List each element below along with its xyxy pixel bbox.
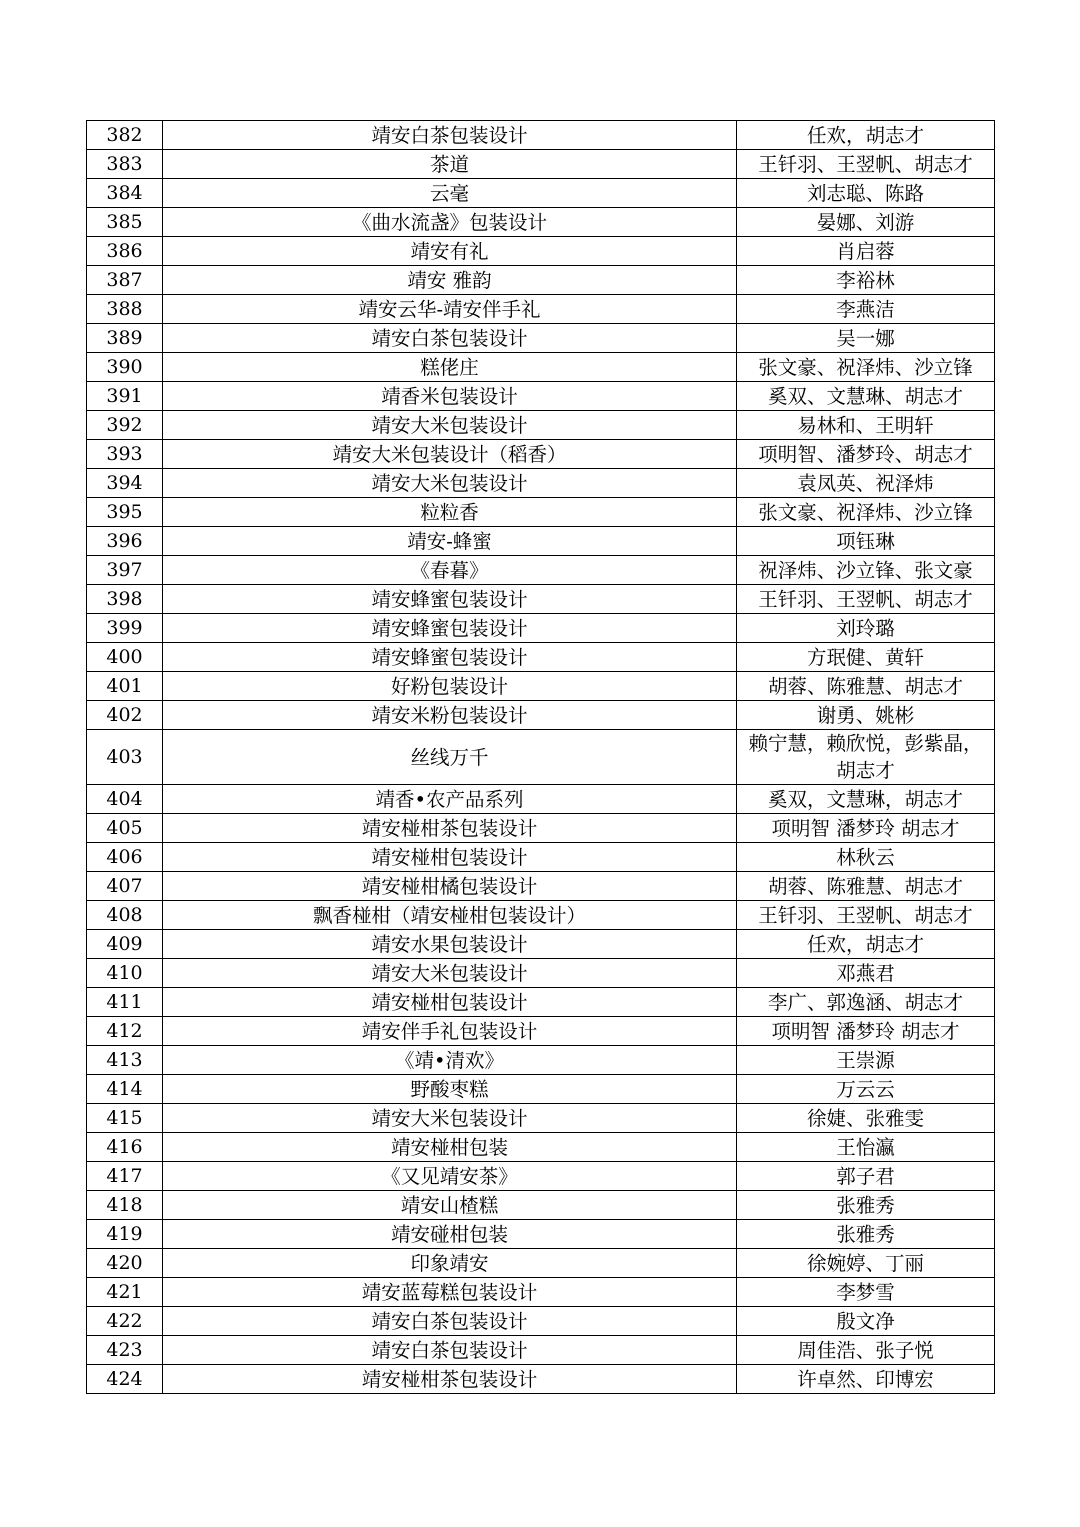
work-title-cell: 茶道	[163, 150, 737, 179]
authors-cell: 项明智 潘梦玲 胡志才	[737, 814, 995, 843]
table-row	[87, 785, 995, 814]
authors-cell: 李广、郭逸涵、胡志才	[737, 988, 995, 1017]
work-title-cell: 靖安蜂蜜包装设计	[163, 643, 737, 672]
entries-table	[86, 120, 995, 1394]
row-number-cell: 417	[87, 1162, 163, 1191]
row-number-cell: 391	[87, 382, 163, 411]
row-number-cell: 421	[87, 1278, 163, 1307]
work-title-cell: 云毫	[163, 179, 737, 208]
row-number-cell: 397	[87, 556, 163, 585]
work-title-cell: 靖安大米包装设计	[163, 1104, 737, 1133]
authors-cell: 徐婉婷、丁丽	[737, 1249, 995, 1278]
row-number-cell: 404	[87, 785, 163, 814]
table-row	[87, 382, 995, 411]
work-title-cell: 靖安椪柑包装	[163, 1133, 737, 1162]
work-title-cell: 靖安-蜂蜜	[163, 527, 737, 556]
work-title-cell: 靖安云华-靖安伴手礼	[163, 295, 737, 324]
work-title-cell: 靖安白茶包装设计	[163, 1336, 737, 1365]
authors-cell: 胡蓉、陈雅慧、胡志才	[737, 672, 995, 701]
table-row	[87, 1307, 995, 1336]
row-number-cell: 387	[87, 266, 163, 295]
row-number-cell: 413	[87, 1046, 163, 1075]
work-title-cell: 靖安山楂糕	[163, 1191, 737, 1220]
authors-cell: 殷文净	[737, 1307, 995, 1336]
authors-cell: 项明智、潘梦玲、胡志才	[737, 440, 995, 469]
row-number-cell: 383	[87, 150, 163, 179]
authors-cell: 晏娜、刘游	[737, 208, 995, 237]
table-row	[87, 556, 995, 585]
authors-cell: 李梦雪	[737, 1278, 995, 1307]
authors-cell: 张雅秀	[737, 1191, 995, 1220]
work-title-cell: 靖安白茶包装设计	[163, 324, 737, 353]
row-number-cell: 382	[87, 121, 163, 150]
work-title-cell: 靖香•农产品系列	[163, 785, 737, 814]
work-title-cell: 靖安水果包装设计	[163, 930, 737, 959]
entries-table-body	[87, 121, 995, 1394]
authors-cell: 王钎羽、王翌帆、胡志才	[737, 585, 995, 614]
work-title-cell: 靖安椪柑茶包装设计	[163, 1365, 737, 1394]
table-row	[87, 701, 995, 730]
authors-cell: 张文豪、祝泽炜、沙立锋	[737, 353, 995, 382]
authors-cell: 奚双、文慧琳、胡志才	[737, 382, 995, 411]
table-row	[87, 614, 995, 643]
authors-cell: 任欢，胡志才	[737, 121, 995, 150]
row-number-cell: 399	[87, 614, 163, 643]
table-row	[87, 988, 995, 1017]
table-row	[87, 730, 995, 785]
authors-cell: 邓燕君	[737, 959, 995, 988]
table-row	[87, 901, 995, 930]
table-row	[87, 295, 995, 324]
authors-cell: 张文豪、祝泽炜、沙立锋	[737, 498, 995, 527]
authors-cell: 谢勇、姚彬	[737, 701, 995, 730]
authors-cell: 项明智 潘梦玲 胡志才	[737, 1017, 995, 1046]
table-row	[87, 1365, 995, 1394]
work-title-cell: 靖安白茶包装设计	[163, 1307, 737, 1336]
work-title-cell: 靖香米包装设计	[163, 382, 737, 411]
row-number-cell: 403	[87, 730, 163, 785]
table-row	[87, 814, 995, 843]
work-title-cell: 《靖•清欢》	[163, 1046, 737, 1075]
work-title-cell: 靖安蓝莓糕包装设计	[163, 1278, 737, 1307]
authors-cell: 肖启蓉	[737, 237, 995, 266]
authors-cell: 胡蓉、陈雅慧、胡志才	[737, 872, 995, 901]
table-row	[87, 1162, 995, 1191]
row-number-cell: 386	[87, 237, 163, 266]
work-title-cell: 靖安有礼	[163, 237, 737, 266]
table-row	[87, 1046, 995, 1075]
authors-cell: 王钎羽、王翌帆、胡志才	[737, 901, 995, 930]
table-row	[87, 930, 995, 959]
authors-cell: 祝泽炜、沙立锋、张文豪	[737, 556, 995, 585]
work-title-cell: 《春暮》	[163, 556, 737, 585]
table-row	[87, 1133, 995, 1162]
row-number-cell: 388	[87, 295, 163, 324]
row-number-cell: 405	[87, 814, 163, 843]
table-row	[87, 585, 995, 614]
authors-cell: 徐婕、张雅雯	[737, 1104, 995, 1133]
table-row	[87, 527, 995, 556]
row-number-cell: 394	[87, 469, 163, 498]
authors-cell: 许卓然、印博宏	[737, 1365, 995, 1394]
work-title-cell: 靖安大米包装设计	[163, 411, 737, 440]
work-title-cell: 靖安椪柑橘包装设计	[163, 872, 737, 901]
authors-cell: 方珉健、黄轩	[737, 643, 995, 672]
authors-cell: 项钰琳	[737, 527, 995, 556]
work-title-cell: 靖安椪柑包装设计	[163, 843, 737, 872]
authors-cell: 王怡瀛	[737, 1133, 995, 1162]
table-row	[87, 872, 995, 901]
table-row	[87, 150, 995, 179]
authors-cell: 易林和、王明轩	[737, 411, 995, 440]
row-number-cell: 411	[87, 988, 163, 1017]
row-number-cell: 385	[87, 208, 163, 237]
authors-cell: 林秋云	[737, 843, 995, 872]
work-title-cell: 丝线万千	[163, 730, 737, 785]
authors-cell: 赖宁慧，赖欣悦，彭紫晶，胡志才	[737, 730, 995, 785]
work-title-cell: 《曲水流盏》包装设计	[163, 208, 737, 237]
authors-cell: 刘玲璐	[737, 614, 995, 643]
authors-cell: 王崇源	[737, 1046, 995, 1075]
table-row	[87, 959, 995, 988]
table-row	[87, 179, 995, 208]
table-row	[87, 411, 995, 440]
authors-cell: 刘志聪、陈路	[737, 179, 995, 208]
table-row	[87, 324, 995, 353]
work-title-cell: 糕佬庄	[163, 353, 737, 382]
row-number-cell: 402	[87, 701, 163, 730]
table-row	[87, 498, 995, 527]
row-number-cell: 390	[87, 353, 163, 382]
table-row	[87, 121, 995, 150]
row-number-cell: 408	[87, 901, 163, 930]
table-row	[87, 1075, 995, 1104]
work-title-cell: 靖安椪柑茶包装设计	[163, 814, 737, 843]
row-number-cell: 418	[87, 1191, 163, 1220]
authors-cell: 奚双，文慧琳，胡志才	[737, 785, 995, 814]
row-number-cell: 412	[87, 1017, 163, 1046]
table-row	[87, 208, 995, 237]
row-number-cell: 406	[87, 843, 163, 872]
row-number-cell: 398	[87, 585, 163, 614]
work-title-cell: 飘香椪柑（靖安椪柑包装设计）	[163, 901, 737, 930]
work-title-cell: 粒粒香	[163, 498, 737, 527]
work-title-cell: 好粉包装设计	[163, 672, 737, 701]
row-number-cell: 409	[87, 930, 163, 959]
table-row	[87, 266, 995, 295]
row-number-cell: 423	[87, 1336, 163, 1365]
row-number-cell: 407	[87, 872, 163, 901]
authors-cell: 任欢，胡志才	[737, 930, 995, 959]
table-row	[87, 1220, 995, 1249]
table-row	[87, 440, 995, 469]
table-row	[87, 643, 995, 672]
row-number-cell: 424	[87, 1365, 163, 1394]
table-row	[87, 1336, 995, 1365]
table-row	[87, 1278, 995, 1307]
table-row	[87, 353, 995, 382]
work-title-cell: 靖安碰柑包装	[163, 1220, 737, 1249]
authors-cell: 周佳浩、张子悦	[737, 1336, 995, 1365]
table-row	[87, 672, 995, 701]
authors-cell: 万云云	[737, 1075, 995, 1104]
work-title-cell: 野酸枣糕	[163, 1075, 737, 1104]
row-number-cell: 389	[87, 324, 163, 353]
row-number-cell: 396	[87, 527, 163, 556]
work-title-cell: 靖安白茶包装设计	[163, 121, 737, 150]
row-number-cell: 415	[87, 1104, 163, 1133]
authors-cell: 李燕洁	[737, 295, 995, 324]
row-number-cell: 419	[87, 1220, 163, 1249]
table-row	[87, 1249, 995, 1278]
work-title-cell: 《又见靖安茶》	[163, 1162, 737, 1191]
table-row	[87, 237, 995, 266]
work-title-cell: 靖安椪柑包装设计	[163, 988, 737, 1017]
row-number-cell: 416	[87, 1133, 163, 1162]
table-row	[87, 1104, 995, 1133]
work-title-cell: 靖安大米包装设计	[163, 469, 737, 498]
table-row	[87, 1191, 995, 1220]
row-number-cell: 401	[87, 672, 163, 701]
work-title-cell: 靖安伴手礼包装设计	[163, 1017, 737, 1046]
work-title-cell: 靖安大米包装设计	[163, 959, 737, 988]
work-title-cell: 靖安蜂蜜包装设计	[163, 614, 737, 643]
table-row	[87, 469, 995, 498]
work-title-cell: 靖安米粉包装设计	[163, 701, 737, 730]
work-title-cell: 靖安蜂蜜包装设计	[163, 585, 737, 614]
row-number-cell: 400	[87, 643, 163, 672]
authors-cell: 王钎羽、王翌帆、胡志才	[737, 150, 995, 179]
work-title-cell: 印象靖安	[163, 1249, 737, 1278]
work-title-cell: 靖安大米包装设计（稻香）	[163, 440, 737, 469]
row-number-cell: 393	[87, 440, 163, 469]
table-row	[87, 1017, 995, 1046]
work-title-cell: 靖安 雅韵	[163, 266, 737, 295]
authors-cell: 郭子君	[737, 1162, 995, 1191]
row-number-cell: 384	[87, 179, 163, 208]
row-number-cell: 420	[87, 1249, 163, 1278]
authors-cell: 张雅秀	[737, 1220, 995, 1249]
authors-cell: 袁凤英、祝泽炜	[737, 469, 995, 498]
row-number-cell: 410	[87, 959, 163, 988]
row-number-cell: 395	[87, 498, 163, 527]
table-row	[87, 843, 995, 872]
authors-cell: 吴一娜	[737, 324, 995, 353]
row-number-cell: 414	[87, 1075, 163, 1104]
row-number-cell: 422	[87, 1307, 163, 1336]
row-number-cell: 392	[87, 411, 163, 440]
authors-cell: 李裕林	[737, 266, 995, 295]
